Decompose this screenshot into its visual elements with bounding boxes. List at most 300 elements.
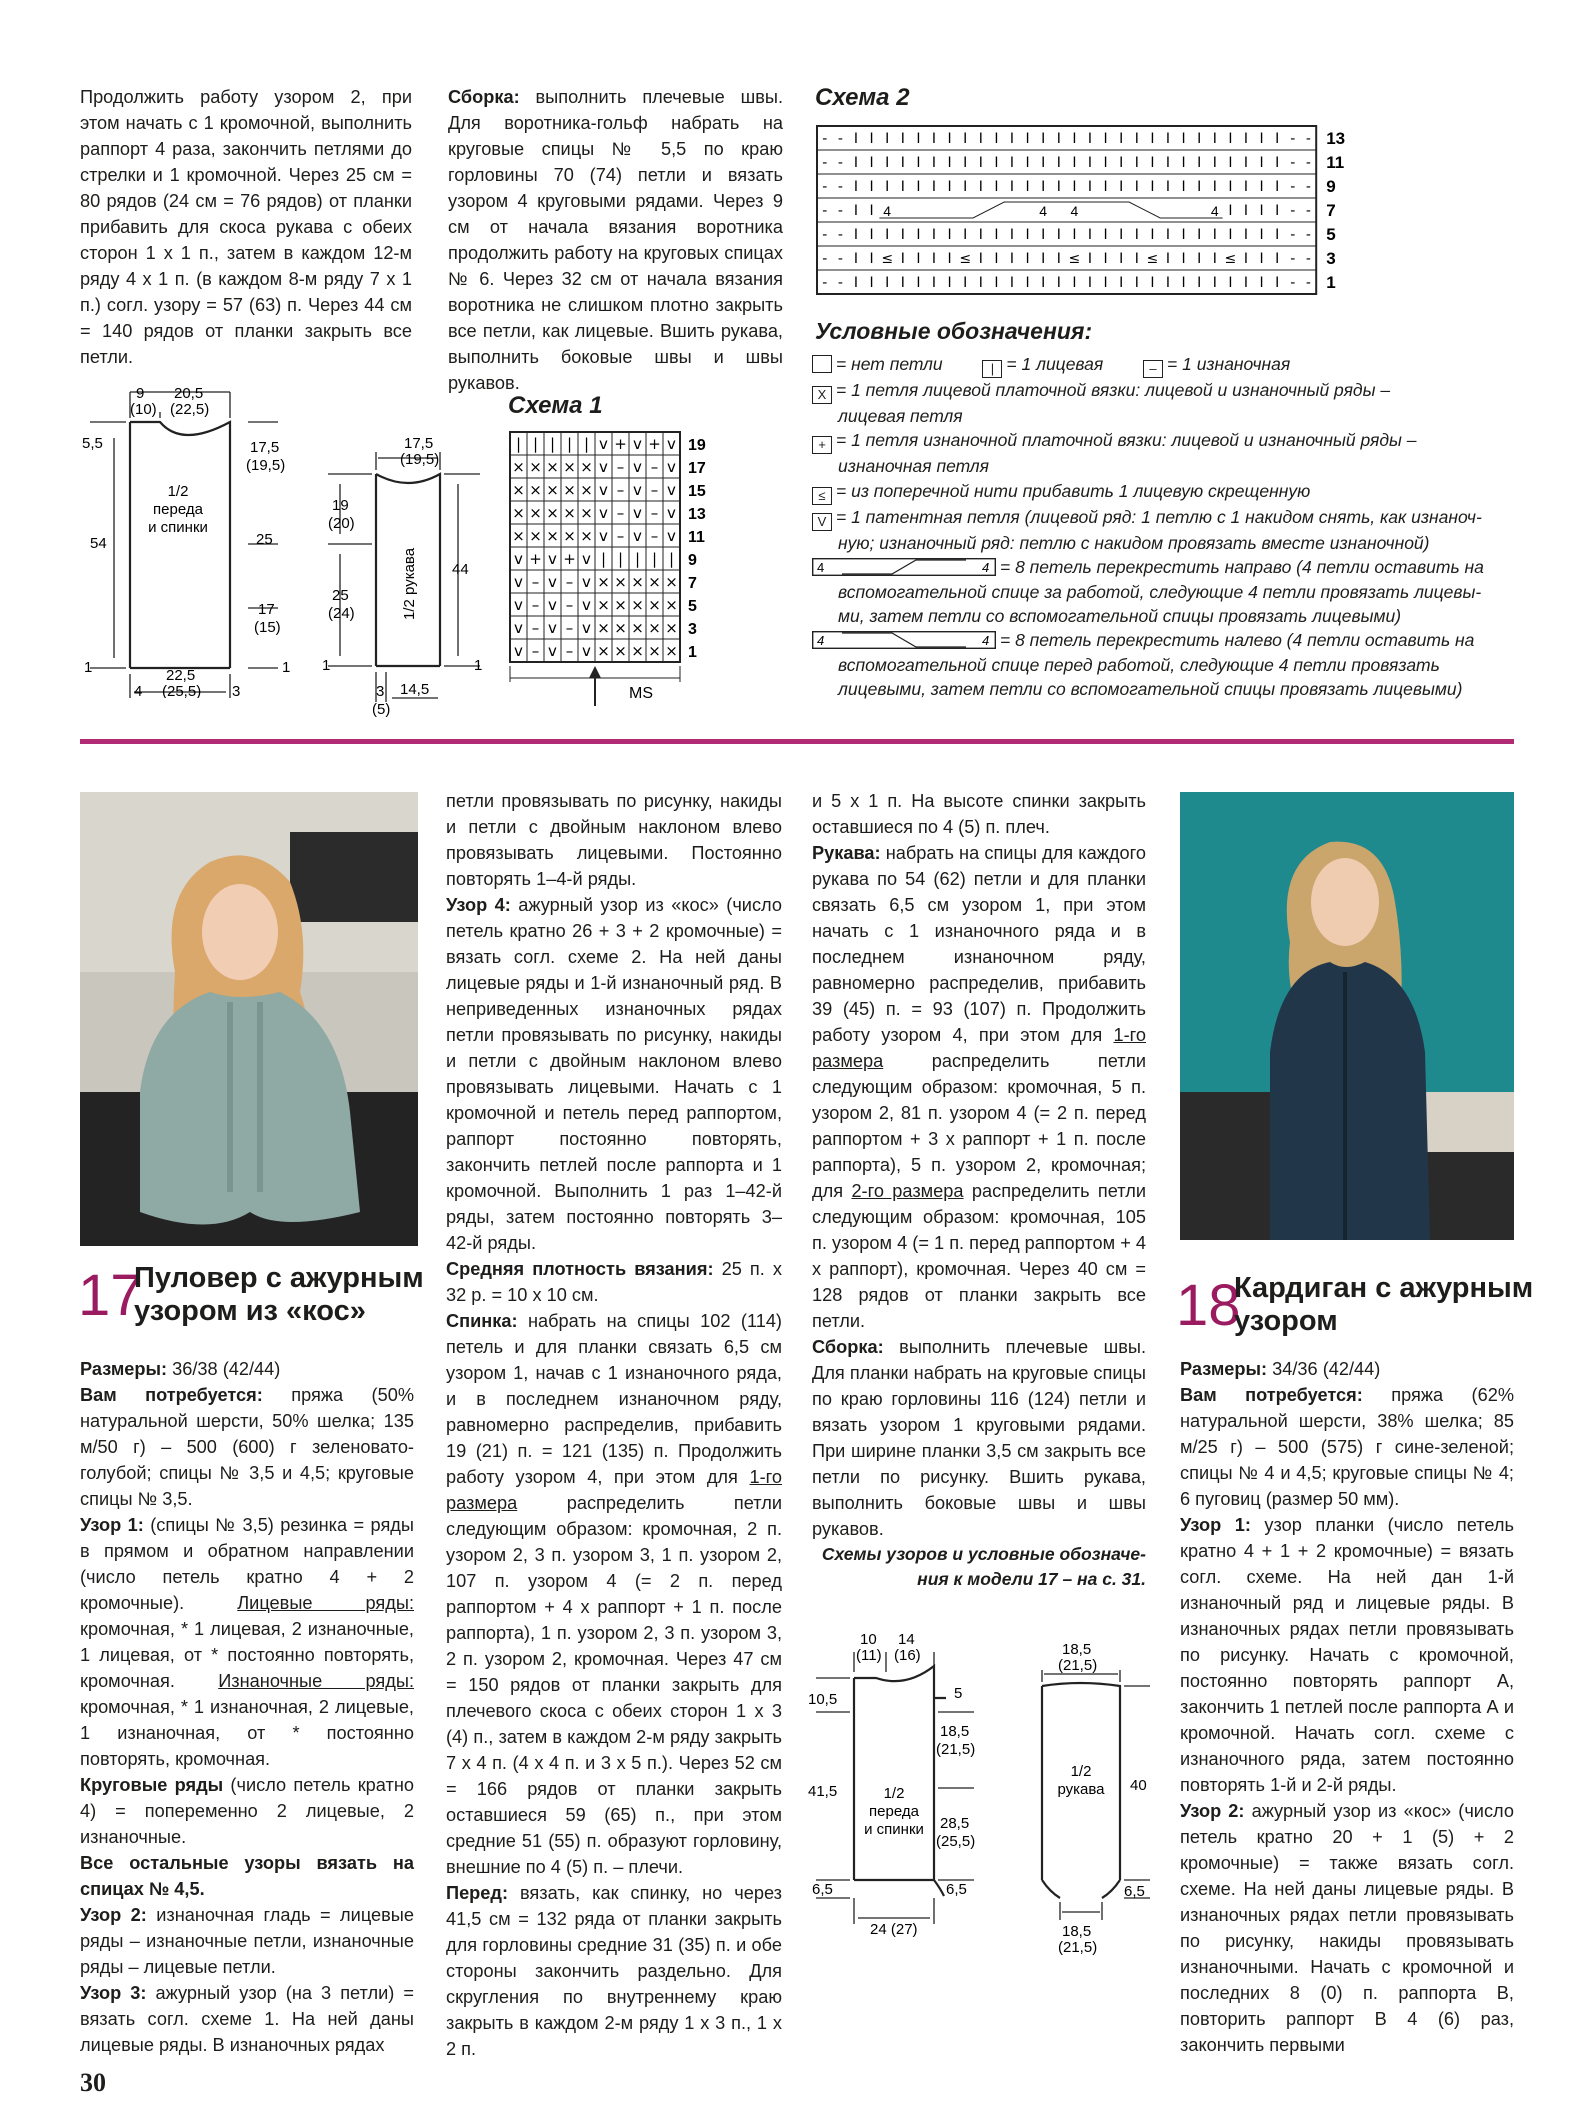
cell-symbol: × — [597, 619, 610, 637]
legend-row — [812, 604, 1542, 628]
cell-symbol: - — [837, 275, 843, 291]
legend-row — [812, 677, 1542, 701]
cell-symbol: × — [614, 573, 627, 591]
row-number: 9 — [688, 552, 697, 569]
paragraph-label: Узор 3: — [80, 1983, 147, 2003]
cell-symbol: – — [531, 619, 540, 637]
dimension-label: 6,5 — [812, 1881, 833, 1898]
cell-symbol: I — [963, 179, 968, 195]
cell-symbol: I — [1025, 227, 1030, 243]
cell-symbol: I — [1150, 179, 1155, 195]
cell-symbol: I — [885, 179, 890, 195]
model18-title-1: Кардиган с ажурным — [1234, 1272, 1534, 1304]
legend-text: = 1 петля изнаночной платочной вязки: лицевой и изнаночный ряды – — [836, 430, 1417, 451]
cell-symbol: | — [668, 550, 675, 568]
cable-left-icon — [812, 631, 996, 649]
cell-symbol: I — [1119, 179, 1124, 195]
row-number: 7 — [688, 575, 697, 592]
cell-symbol: I — [1212, 179, 1217, 195]
cell-symbol: × — [546, 458, 559, 476]
paragraph-label: 2-го размера — [851, 1181, 964, 1201]
paragraph-label: Вам потребуется: — [80, 1385, 263, 1405]
paragraph-text: кромочная, * 1 изнаночная, 2 лицевые, 1 изнаночная, от * постоянно повторять, кромочная. — [80, 1697, 414, 1769]
cell-symbol: I — [1134, 131, 1139, 147]
cell-symbol: I — [1228, 227, 1233, 243]
garter-knit-icon: X — [812, 386, 832, 404]
cell-symbol: I — [1134, 275, 1139, 291]
cell-symbol: × — [580, 527, 593, 545]
cell-symbol: I — [1243, 131, 1249, 147]
dimension-label: (21,5) — [1058, 1939, 1098, 1956]
legend-row — [812, 555, 1542, 579]
paragraph-text: распределить петли следующим образом: кромочная, 2 п. узором 2, 3 п. узором 3, 1 п. узором 2, 107 п. узором 4 (= 2 п. перед раппортом + 4 х раппорт + 1 п. после раппорта), 1 п. узором 2, 3 п. узором 3, 2 п. узором 2, кромочная. Через 47 см = 150 рядов от планки закрыть для плечевого скоса с обеих сторон 1 х 3 (4) п., затем в каждом 2-м ряду закрыть 7 х 4 п. (4 х 4 п. и 3 х 5 п.). Через 52 см = 166 рядов от планки закрыть оставшиеся 59 (65) п., при этом средние 51 (55) п. образуют горловину, внешние по 4 (5) п. – плечи. — [446, 1493, 782, 1877]
cable-count: 4 — [1039, 203, 1048, 219]
cell-symbol: I — [1165, 275, 1171, 291]
cell-symbol: × — [563, 504, 576, 522]
pattern-label: переда — [153, 501, 203, 518]
cell-symbol: I — [869, 251, 874, 267]
legend-row — [812, 454, 1542, 478]
paragraph-text: (число петель кратно 4) = попеременно 2 лицевые, 2 изнаночные. — [80, 1775, 414, 1847]
paragraph-label: Узор 2: — [1180, 1801, 1245, 1821]
cell-symbol: I — [1212, 251, 1217, 267]
dimension-label: (20) — [328, 515, 355, 532]
schema-reference — [806, 1542, 1146, 1592]
cell-symbol: I — [1197, 251, 1202, 267]
cell-symbol: I — [1103, 179, 1108, 195]
cell-symbol: I — [1197, 179, 1202, 195]
cell-symbol: I — [1228, 155, 1233, 171]
cell-symbol: I — [1275, 275, 1280, 291]
cell-symbol: - — [1305, 227, 1311, 243]
cell-symbol: I — [1181, 155, 1186, 171]
cell-symbol: I — [1181, 131, 1186, 147]
dimension-label: 18,5 — [940, 1723, 970, 1740]
cell-symbol: I — [1119, 155, 1124, 171]
paragraph — [446, 1880, 782, 2062]
ms-label: MS — [629, 685, 653, 702]
model18-number: 18 — [1176, 1273, 1241, 1338]
paragraph — [446, 1308, 782, 1880]
cell-symbol: v — [582, 596, 591, 614]
cell-symbol: I — [978, 131, 983, 147]
top-middle-column — [448, 84, 783, 396]
legend-text: = 1 петля лицевой платочной вязки: лицевой и изнаночный ряды – — [836, 380, 1391, 400]
model17-photo — [80, 792, 418, 1246]
cell-symbol: - — [837, 155, 843, 171]
cell-symbol: I — [1103, 155, 1108, 171]
cell-symbol: I — [1056, 227, 1061, 243]
row-number: 1 — [688, 644, 697, 661]
cell-symbol: I — [994, 155, 999, 171]
cell-symbol: × — [648, 619, 661, 637]
paragraph — [1180, 1356, 1514, 1382]
cell-symbol: I — [1119, 131, 1124, 147]
cell-symbol: I — [931, 179, 937, 195]
cell-symbol: - — [1305, 155, 1311, 171]
pattern-front-back — [78, 378, 308, 698]
cell-symbol: I — [916, 251, 921, 267]
cell-symbol: | — [617, 550, 624, 568]
schema1-chart — [506, 428, 796, 714]
row-number: 3 — [1326, 249, 1336, 268]
cell-symbol: I — [994, 275, 999, 291]
cell-symbol: × — [597, 596, 610, 614]
cell-symbol: I — [931, 155, 937, 171]
garter-purl-icon: + — [812, 436, 832, 454]
cell-symbol: I — [1041, 251, 1046, 267]
cell-symbol: × — [580, 504, 593, 522]
purl-stitch-icon: – — [1143, 360, 1163, 378]
cell-symbol: I — [1025, 275, 1030, 291]
cell-symbol: I — [1072, 275, 1077, 291]
cell-symbol: + — [614, 435, 627, 453]
cell-symbol: × — [512, 527, 525, 545]
cell-symbol: I — [853, 227, 859, 243]
cell-symbol: I — [1009, 227, 1015, 243]
cell-symbol: – — [616, 481, 625, 499]
model17-col2 — [446, 788, 782, 2062]
paragraph: Продолжить работу узором 2, при этом начать с 1 кромочной, выполнить раппорт 4 раза, закончить петлями до стрелки и 1 кромочной. Через 25 см = 80 рядов (24 см = 76 рядов) от планки прибавить для скоса рукава с обеих сторон 1 х 1 п., затем в каждом 12-м ряду 4 х 1 п. (в каждом 8-м ряду 7 х 1 п.) согл. узору = 57 (63) п. Через 44 см = 140 рядов от планки закрыть все петли. — [80, 87, 412, 367]
cell-symbol: I — [1165, 131, 1171, 147]
dimension-label: 18,5 — [1062, 1923, 1092, 1940]
paragraph-label: Сборка: — [812, 1337, 884, 1357]
dimension-label: (21,5) — [936, 1741, 976, 1758]
cell-symbol: I — [1181, 179, 1186, 195]
dimension-label: 3 — [232, 683, 241, 698]
cell-symbol: I — [1041, 275, 1046, 291]
cell-symbol: I — [978, 275, 983, 291]
legend-row — [812, 378, 1542, 404]
paragraph — [80, 1902, 414, 1980]
cell-symbol: I — [1103, 275, 1108, 291]
cell-symbol: I — [1181, 275, 1186, 291]
increase-icon: ≤ — [812, 487, 832, 505]
legend-row — [812, 404, 1542, 428]
dimension-label: 28,5 — [940, 1815, 970, 1832]
cell-symbol: I — [1103, 131, 1108, 147]
model17-col3 — [812, 788, 1146, 1542]
cell-symbol: v — [633, 527, 642, 545]
row-number: 1 — [1326, 273, 1336, 292]
cell-symbol: I — [1009, 275, 1015, 291]
svg-text:4: 4 — [817, 560, 825, 576]
dimension-label: 54 — [90, 535, 107, 552]
legend-text: = 8 петель перекрестить направо (4 петли оставить на — [1000, 557, 1484, 578]
paragraph: и 5 х 1 п. На высоте спинки закрыть оставшиеся по 4 (5) п. плеч. — [812, 791, 1146, 837]
paragraph-text: вязать, как спинку, но через 41,5 см = 132 ряда от планки закрыть для горловины средние 31 (35) п. и обе стороны закончить раздельно. Для скругления по внутреннему краю закрыть в каждом 2-м ряду 1 х 3 п., 1 х 2 п. — [446, 1883, 782, 2059]
cell-symbol: – — [650, 481, 659, 499]
cell-symbol: – — [616, 527, 625, 545]
chart-border — [817, 126, 1316, 294]
paragraph — [1180, 1382, 1514, 1512]
cell-symbol: | — [549, 435, 556, 453]
legend — [812, 352, 1542, 702]
cell-symbol: I — [853, 203, 859, 219]
legend-text: = 1 лицевая — [1006, 354, 1104, 374]
cell-symbol: + — [563, 550, 576, 568]
row-number: 3 — [688, 621, 697, 638]
cell-symbol: - — [1305, 275, 1311, 291]
cell-symbol: I — [947, 155, 952, 171]
paragraph-label: Сборка: — [448, 87, 520, 107]
dimension-label: 17,5 — [250, 439, 280, 456]
paragraph-label: Узор 1: — [1180, 1515, 1251, 1535]
cell-symbol: × — [529, 481, 542, 499]
pattern-label: 1/2 — [883, 1785, 905, 1802]
model18-photo — [1180, 792, 1514, 1240]
cell-symbol: × — [563, 481, 576, 499]
paragraph-text: пряжа (62% натуральной шерсти, 38% шелка; 85 м/25 г) – 500 (575) г сине-зеленой; спицы № 4 и 4,5; круговые спицы № 4; 6 пуговиц (размер 50 мм). — [1180, 1385, 1514, 1509]
dimension-label: (24) — [328, 605, 355, 622]
cell-symbol: - — [1290, 203, 1296, 219]
cell-symbol: × — [512, 504, 525, 522]
cell-symbol: I — [994, 179, 999, 195]
schema2-title: Схема 2 — [815, 84, 910, 111]
paragraph — [80, 1772, 414, 1850]
dimension-label: 9 — [136, 385, 145, 402]
dimension-label: 1 — [322, 657, 331, 674]
row-number: 17 — [688, 460, 706, 477]
legend-row — [812, 531, 1542, 555]
cell-symbol: I — [1212, 131, 1217, 147]
paragraph-text: выполнить плечевые швы. Для воротника-гольф набрать на круговые спицы № 5,5 по краю горловины 70 (74) петли и вязать узором 4 круговыми рядами. Через 9 см от начала вязания воротника продолжить работу на круговых спицах № 6. Через 32 см от начала вязания воротника не слишком плотно закрыть все петли, как лицевые. Вшить рукава, выполнить боковые швы и швы рукавов. — [448, 87, 783, 393]
cell-symbol: I — [947, 251, 952, 267]
cell-symbol: I — [1228, 275, 1233, 291]
dimension-label: 20,5 — [174, 385, 204, 402]
cell-symbol: | — [532, 435, 539, 453]
cell-symbol: × — [529, 527, 542, 545]
cell-symbol: I — [978, 179, 983, 195]
legend-text: = из поперечной нити прибавить 1 лицевую скрещенную — [836, 480, 1311, 501]
cell-symbol: I — [1181, 227, 1186, 243]
cell-symbol: I — [869, 275, 874, 291]
dimension-label: (21,5) — [1058, 1657, 1098, 1674]
cell-symbol: - — [1290, 131, 1296, 147]
pattern-label: 1/2 — [167, 483, 189, 500]
cell-symbol: v — [599, 458, 608, 476]
cell-symbol: I — [1243, 203, 1249, 219]
cell-symbol: I — [931, 251, 937, 267]
cell-symbol: × — [665, 573, 678, 591]
svg-text:4: 4 — [817, 633, 825, 649]
paragraph-text: ажурный узор из «кос» (число петель кратно 26 + 3 + 2 кромочные) = вязать согл. схеме 2. На ней даны лицевые ряды и 1-й изнаночный ряд. В неприведенных изнаночных рядах петли провязывать по рисунку, накиды и петли с двойным наклоном влево провязывать лицевыми. Начать с 1 кромочной и петель перед раппортом, раппорт постоянно повторять, закончить петлей после раппорта и 1 кромочной. Выполнить 1 раз 1–42-й ряды, затем постоянно повторять 3–42-й ряды. — [446, 895, 782, 1253]
dimension-label: (19,5) — [400, 451, 440, 468]
cell-symbol: I — [1259, 203, 1264, 219]
cell-symbol: – — [565, 596, 574, 614]
cell-symbol: v — [548, 619, 557, 637]
row-number: 13 — [688, 506, 706, 523]
row-number: 19 — [688, 437, 706, 454]
cell-symbol: I — [853, 251, 859, 267]
cell-symbol: I — [1025, 131, 1030, 147]
cell-symbol: I — [885, 155, 890, 171]
cell-symbol: - — [1305, 179, 1311, 195]
dimension-label: 5 — [954, 1685, 963, 1702]
cell-symbol: I — [869, 131, 874, 147]
cell-symbol: ≤ — [881, 251, 894, 267]
dimension-label: 10 — [860, 1631, 877, 1648]
cell-symbol: I — [1259, 275, 1264, 291]
cell-symbol: v — [599, 527, 608, 545]
legend-row — [812, 580, 1542, 604]
cell-symbol: ≤ — [1146, 251, 1159, 267]
cell-symbol: v — [548, 573, 557, 591]
cell-symbol: I — [853, 155, 859, 171]
row-number: 5 — [688, 598, 697, 615]
cell-symbol: I — [947, 131, 952, 147]
dimension-label: 19 — [332, 497, 349, 514]
paragraph-label: Рукава: — [812, 843, 881, 863]
cell-symbol: × — [614, 619, 627, 637]
cell-symbol: I — [1165, 251, 1171, 267]
cell-symbol: I — [1275, 227, 1280, 243]
dimension-label: 44 — [452, 561, 469, 578]
cell-symbol: × — [631, 642, 644, 660]
legend-text: = нет петли — [836, 354, 943, 374]
legend-text: вспомогательной спице перед работой, следующие 4 петли провязать — [838, 654, 1440, 675]
cell-symbol: I — [1134, 251, 1139, 267]
cell-symbol: I — [963, 227, 968, 243]
cell-symbol: × — [648, 596, 661, 614]
cell-symbol: I — [1087, 155, 1093, 171]
cell-symbol: I — [900, 275, 905, 291]
cell-symbol: I — [1025, 179, 1030, 195]
cell-symbol: I — [1228, 203, 1233, 219]
cell-symbol: I — [978, 251, 983, 267]
dimension-label: 40 — [1130, 1777, 1147, 1794]
cell-symbol: I — [1165, 227, 1171, 243]
dimension-label: 1 — [84, 659, 93, 676]
cell-symbol: I — [1243, 179, 1249, 195]
paragraph-label: Спинка: — [446, 1311, 518, 1331]
cell-symbol: - — [1305, 203, 1311, 219]
cell-symbol: I — [885, 131, 890, 147]
cell-symbol: I — [1181, 251, 1186, 267]
arrow-head-icon — [589, 666, 601, 678]
paragraph — [80, 1850, 414, 1902]
cell-symbol: + — [648, 435, 661, 453]
legend-text: = 8 петель перекрестить налево (4 петли оставить на — [1000, 630, 1475, 651]
paragraph-label: 1-го размера — [446, 1467, 782, 1513]
cell-symbol: I — [1041, 179, 1046, 195]
cell-symbol: × — [648, 573, 661, 591]
cable-count: 4 — [883, 203, 892, 219]
pattern-label: рукава — [1057, 1781, 1105, 1798]
paragraph — [446, 1256, 782, 1308]
row-number: 13 — [1326, 129, 1346, 148]
dimension-label: (25,5) — [162, 683, 202, 698]
cell-symbol: v — [599, 481, 608, 499]
cell-symbol: I — [1056, 155, 1061, 171]
cell-symbol: I — [1259, 179, 1264, 195]
paragraph-text: пряжа (50% натуральной шерсти, 50% шелка; 135 м/50 г) – 500 (600) г зеленовато-голубой; спицы № 3,5 и 4,5; круговые спицы № 3,5. — [80, 1385, 414, 1509]
dimension-label: 25 — [256, 531, 273, 548]
dimension-label: (25,5) — [936, 1833, 976, 1850]
cell-symbol: I — [1150, 131, 1155, 147]
section-divider — [80, 739, 1514, 744]
cell-symbol: I — [1119, 275, 1124, 291]
cell-symbol: I — [947, 227, 952, 243]
schema2-chart — [815, 118, 1375, 298]
paragraph-label: 1-го размера — [812, 1025, 1146, 1071]
cell-symbol: | — [634, 550, 641, 568]
cell-symbol: – — [616, 504, 625, 522]
paragraph-text: набрать на спицы 102 (114) петель и для планки связать 6,5 см узором 1, начав с 1 изнаночного ряда, и в последнем изнаночном ряду, равномерно распределив, прибавить 19 (21) п. = 121 (135) п. Продолжить работу узором 4, при этом для — [446, 1311, 782, 1487]
paragraph-label: Круговые ряды — [80, 1775, 224, 1795]
dimension-label: (19,5) — [246, 457, 286, 474]
cell-symbol: - — [822, 131, 828, 147]
cell-symbol: I — [1119, 251, 1124, 267]
cell-symbol: I — [1150, 227, 1155, 243]
paragraph — [1180, 1798, 1514, 2058]
cell-symbol: – — [531, 596, 540, 614]
cell-symbol: v — [667, 435, 676, 453]
cell-symbol: - — [822, 275, 828, 291]
cell-symbol: ≤ — [1068, 251, 1081, 267]
paragraph — [1180, 1512, 1514, 1798]
paragraph-label: Размеры: — [1180, 1359, 1268, 1379]
cell-symbol: | — [515, 435, 522, 453]
cell-symbol: I — [1009, 179, 1015, 195]
cell-symbol: I — [885, 227, 890, 243]
paragraph-text: 25 п. х 32 р. = 10 х 10 см. — [446, 1259, 782, 1305]
cell-symbol: – — [650, 527, 659, 545]
legend-row — [812, 653, 1542, 677]
model17-number: 17 — [78, 1263, 143, 1328]
cell-symbol: - — [1305, 251, 1311, 267]
cell-symbol: I — [1259, 155, 1264, 171]
cell-symbol: v — [514, 619, 523, 637]
cell-symbol: - — [822, 155, 828, 171]
cell-symbol: – — [531, 642, 540, 660]
cell-symbol: I — [1275, 251, 1280, 267]
cell-symbol: I — [963, 275, 968, 291]
cell-symbol: I — [994, 251, 999, 267]
paragraph-label: Вам потребуется: — [1180, 1385, 1363, 1405]
cell-symbol: I — [978, 155, 983, 171]
cell-symbol: × — [512, 458, 525, 476]
pattern-label: переда — [869, 1803, 919, 1820]
dimension-label: 22,5 — [166, 667, 196, 684]
cell-symbol: × — [597, 642, 610, 660]
paragraph-text: распределить петли следующим образом: кромочная, 105 п. узором 4 (= 1 п. перед раппортом + 4 х раппорт), кромочная. Через 40 см = 128 рядов от планки закрыть все петли. — [812, 1181, 1146, 1331]
cell-symbol: I — [1259, 131, 1264, 147]
paragraph-text: распределить петли следующим образом: кромочная, 5 п. узором 2, 81 п. узором 4 (= 2 п. перед раппортом + 3 х раппорт + 1 п. после раппорта), 5 п. узором 2, кромочная; для — [812, 1051, 1146, 1201]
cell-symbol: I — [1259, 251, 1264, 267]
cell-symbol: I — [1041, 155, 1046, 171]
paragraph-text: набрать на спицы для каждого рукава по 54 (62) петли и для планки связать 6,5 см узором 1, при этом начать с 1 изнаночного ряда и в последнем изнаночном ряду, равномерно распределив, прибавить 39 (45) п. = 93 (107) п. Продолжить работу узором 4, при этом для — [812, 843, 1146, 1045]
cell-symbol: I — [869, 155, 874, 171]
cell-symbol: I — [963, 155, 968, 171]
cell-symbol: I — [1103, 227, 1108, 243]
cell-symbol: v — [667, 458, 676, 476]
dimension-label: 14,5 — [400, 681, 430, 698]
cell-symbol: v — [633, 458, 642, 476]
cell-symbol: I — [885, 275, 890, 291]
cell-symbol: I — [1150, 275, 1155, 291]
cell-symbol: v — [548, 550, 557, 568]
cell-symbol: | — [600, 550, 607, 568]
cell-symbol: – — [565, 573, 574, 591]
brioche-icon: V — [812, 513, 832, 531]
cell-symbol: I — [1275, 179, 1280, 195]
cell-symbol: I — [1087, 179, 1093, 195]
cell-symbol: × — [546, 527, 559, 545]
cell-symbol: - — [1290, 155, 1296, 171]
cell-symbol: – — [650, 458, 659, 476]
model17-col1 — [80, 1356, 414, 2058]
